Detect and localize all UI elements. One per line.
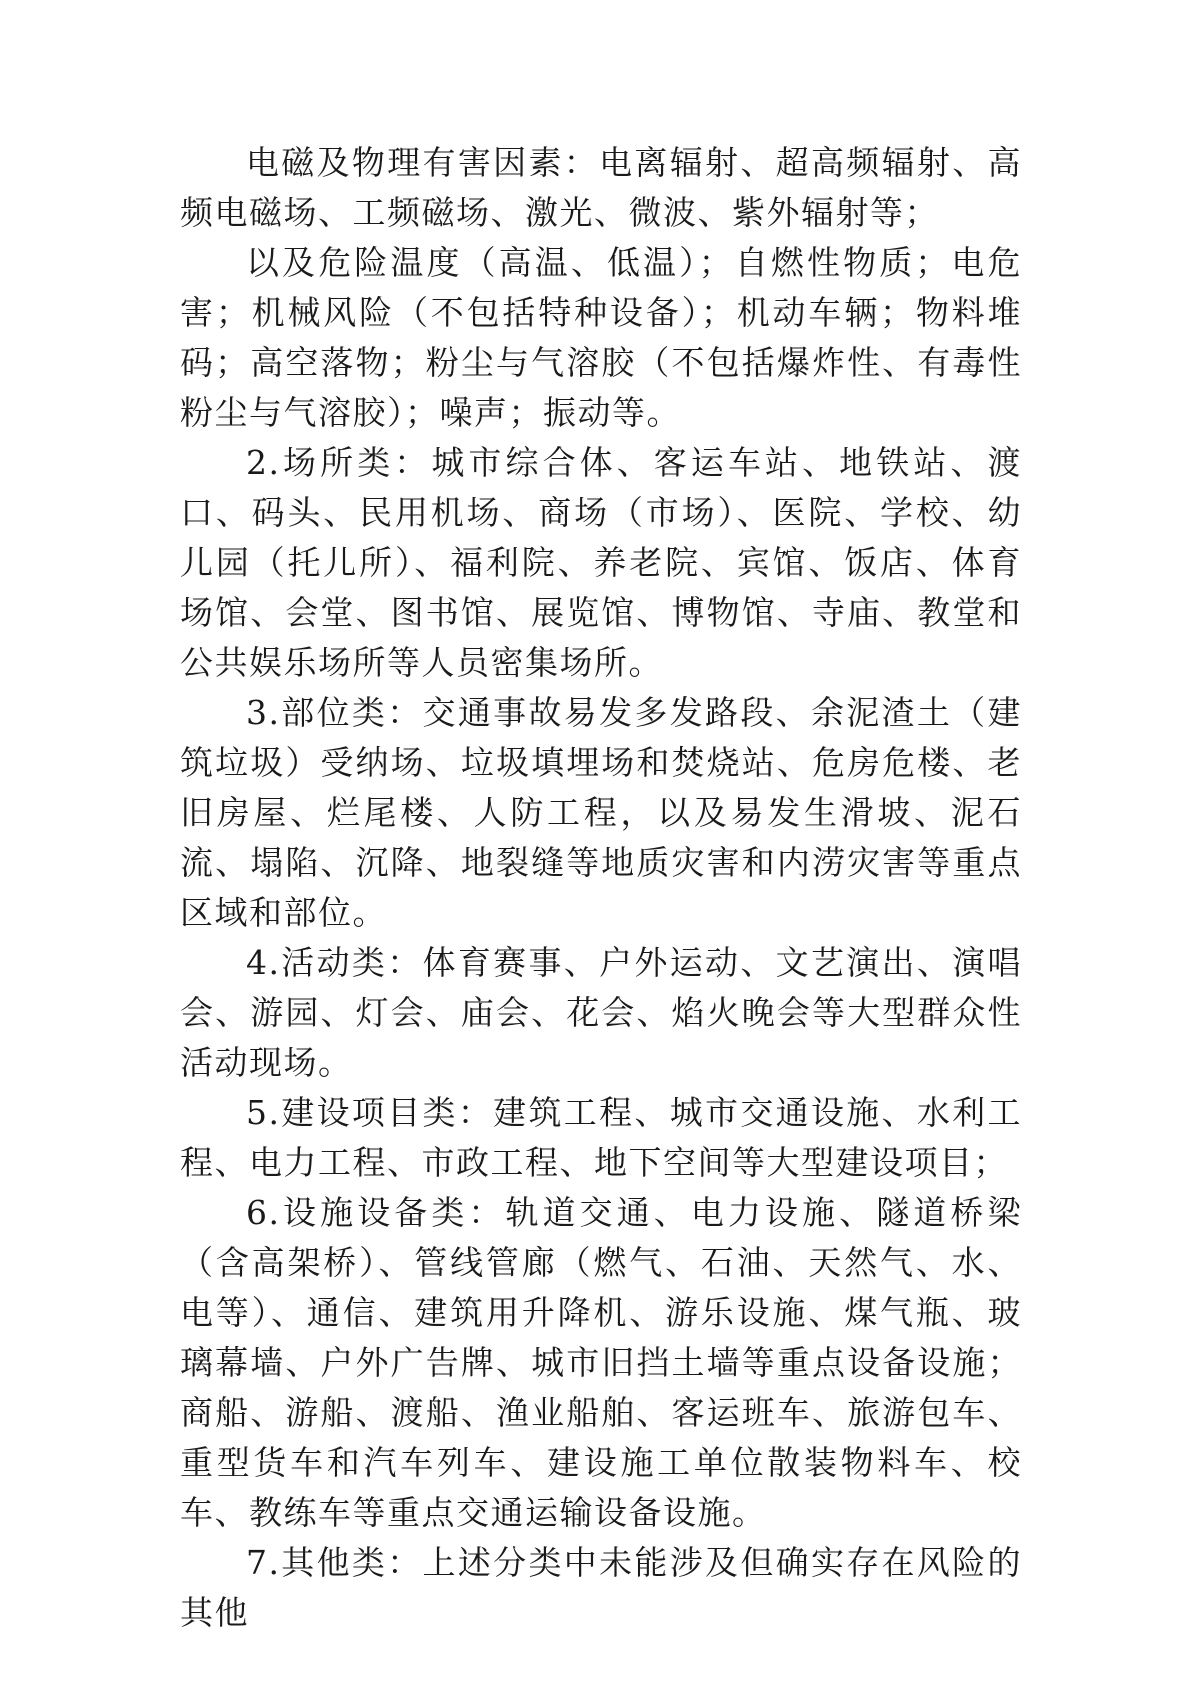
document-body — [180, 138, 1022, 1638]
paragraph-activity-category: 4.活动类：体育赛事、户外运动、文艺演出、演唱会、游园、灯会、庙会、花会、焰火晚会等大型群众性活动现场。 — [180, 943, 1022, 1082]
paragraph-other-hazards: 以及危险温度（高温、低温）；自燃性物质；电危害；机械风险（不包括特种设备）；机动车辆；物料堆码；高空落物；粉尘与气溶胶（不包括爆炸性、有毒性粉尘与气溶胶）；噪声；振动等。 — [180, 243, 1022, 432]
paragraph-other-category: 7.其他类：上述分类中未能涉及但确实存在风险的其他 — [180, 1543, 1022, 1632]
paragraph-location-category: 3.部位类：交通事故易发多发路段、余泥渣土（建筑垃圾）受纳场、垃圾填埋场和焚烧站、危房危楼、老旧房屋、烂尾楼、人防工程，以及易发生滑坡、泥石流、塌陷、沉降、地裂缝等地质灾害和内涝灾害等重点区域和部位。 — [180, 693, 1022, 932]
paragraph-venue-category: 2.场所类：城市综合体、客运车站、地铁站、渡口、码头、民用机场、商场（市场）、医院、学校、幼儿园（托儿所）、福利院、养老院、宾馆、饭店、体育场馆、会堂、图书馆、展览馆、博物馆、寺庙、教堂和公共娱乐场所等人员密集场所。 — [180, 443, 1022, 682]
paragraph-construction-category: 5.建设项目类：建筑工程、城市交通设施、水利工程、电力工程、市政工程、地下空间等大型建设项目； — [180, 1093, 1022, 1182]
paragraph-facility-category: 6.设施设备类：轨道交通、电力设施、隧道桥梁（含高架桥）、管线管廊（燃气、石油、天然气、水、电等）、通信、建筑用升降机、游乐设施、煤气瓶、玻璃幕墙、户外广告牌、城市旧挡土墙等重点设备设施；商船、游船、渡船、渔业船舶、客运班车、旅游包车、重型货车和汽车列车、建设施工单位散装物料车、校车、教练车等重点交通运输设备设施。 — [180, 1193, 1022, 1532]
paragraph-physical-hazards: 电磁及物理有害因素：电离辐射、超高频辐射、高频电磁场、工频磁场、激光、微波、紫外辐射等； — [180, 143, 1022, 232]
